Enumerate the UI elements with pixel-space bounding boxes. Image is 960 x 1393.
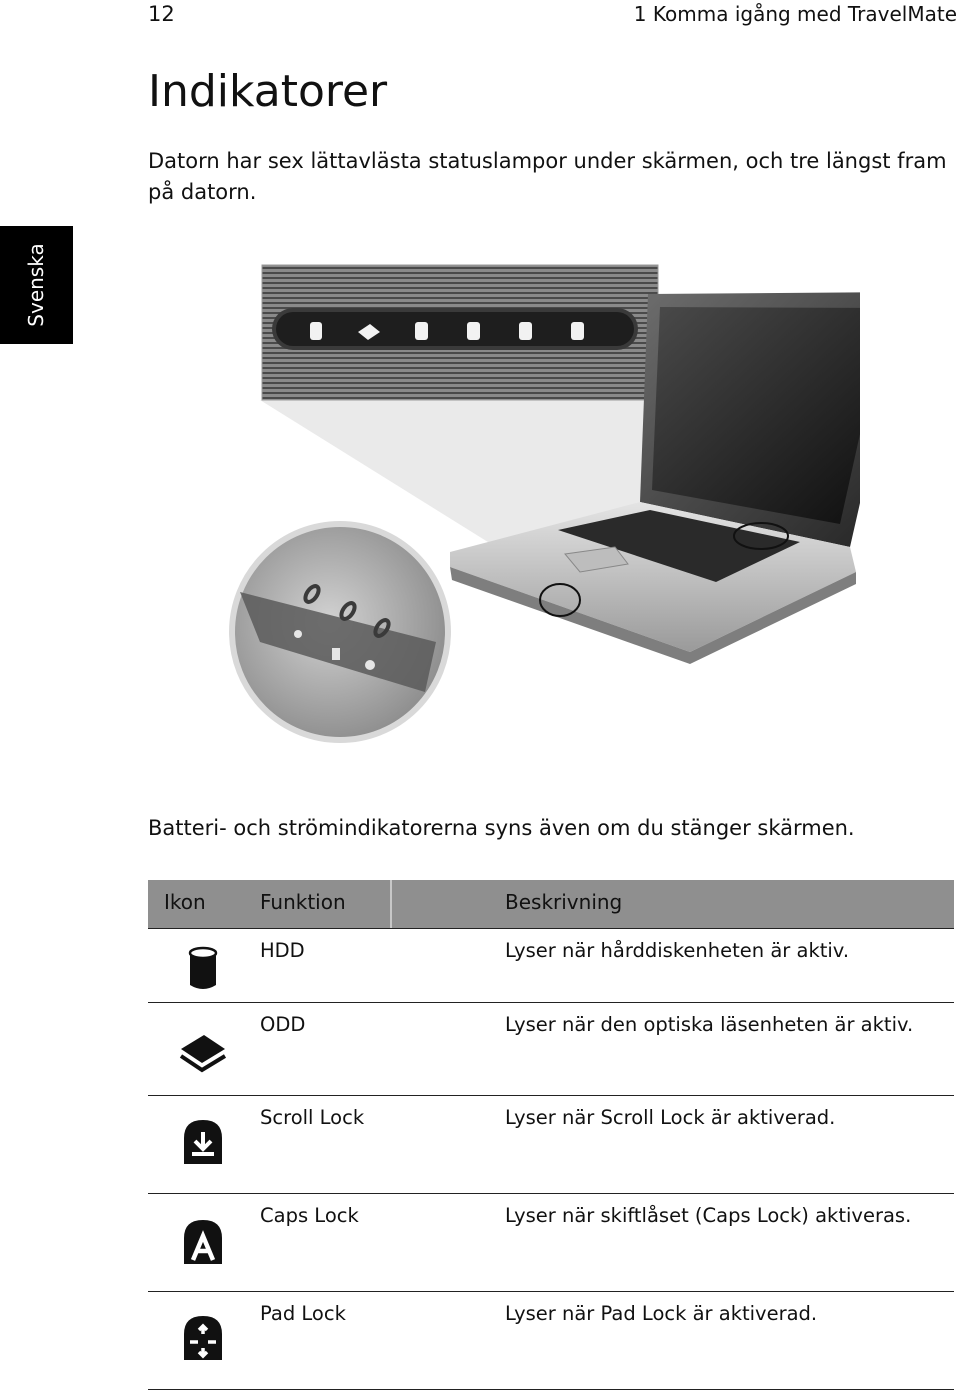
header-function: Funktion <box>260 890 346 914</box>
row-description: Lyser när Scroll Lock är aktiverad. <box>505 1106 836 1129</box>
page-title: Indikatorer <box>148 66 388 117</box>
page-number: 12 <box>148 2 175 26</box>
pad-lock-icon <box>178 1312 228 1362</box>
hdd-icon <box>178 943 228 993</box>
table-row <box>148 1002 954 1095</box>
intro-paragraph: Datorn har sex lättavlästa statuslampor under skärmen, och tre längst fram på datorn. <box>148 149 947 204</box>
row-function: ODD <box>260 1013 306 1036</box>
row-description: Lyser när den optiska läsenheten är aktiv. <box>505 1013 914 1036</box>
laptop-indicator-illustration <box>220 262 860 746</box>
illustration-caption: Batteri- och strömindikatorerna syns även om du stänger skärmen. <box>148 816 855 840</box>
row-description: Lyser när hårddiskenheten är aktiv. <box>505 939 850 962</box>
running-header: 1 Komma igång med TravelMate <box>633 2 957 26</box>
table-row <box>148 1291 954 1389</box>
language-tab <box>0 226 73 344</box>
table-bottom-rule <box>148 1389 954 1390</box>
scroll-lock-icon <box>178 1116 228 1166</box>
row-function: Scroll Lock <box>260 1106 365 1129</box>
table-row <box>148 1095 954 1193</box>
odd-icon <box>178 1025 228 1075</box>
caps-lock-icon <box>178 1216 228 1266</box>
header-icon: Ikon <box>164 890 206 914</box>
row-function: HDD <box>260 939 305 962</box>
table-header <box>148 880 954 928</box>
table-row <box>148 928 954 1002</box>
row-description: Lyser när skiftlåset (Caps Lock) aktiveras. <box>505 1204 912 1227</box>
row-function: Caps Lock <box>260 1204 359 1227</box>
language-tab-label: Svenska <box>24 243 48 327</box>
header-separator <box>390 880 392 928</box>
header-description: Beskrivning <box>505 890 623 914</box>
indicator-table <box>148 880 954 1390</box>
row-description: Lyser när Pad Lock är aktiverad. <box>505 1302 818 1325</box>
table-row <box>148 1193 954 1291</box>
row-function: Pad Lock <box>260 1302 346 1325</box>
